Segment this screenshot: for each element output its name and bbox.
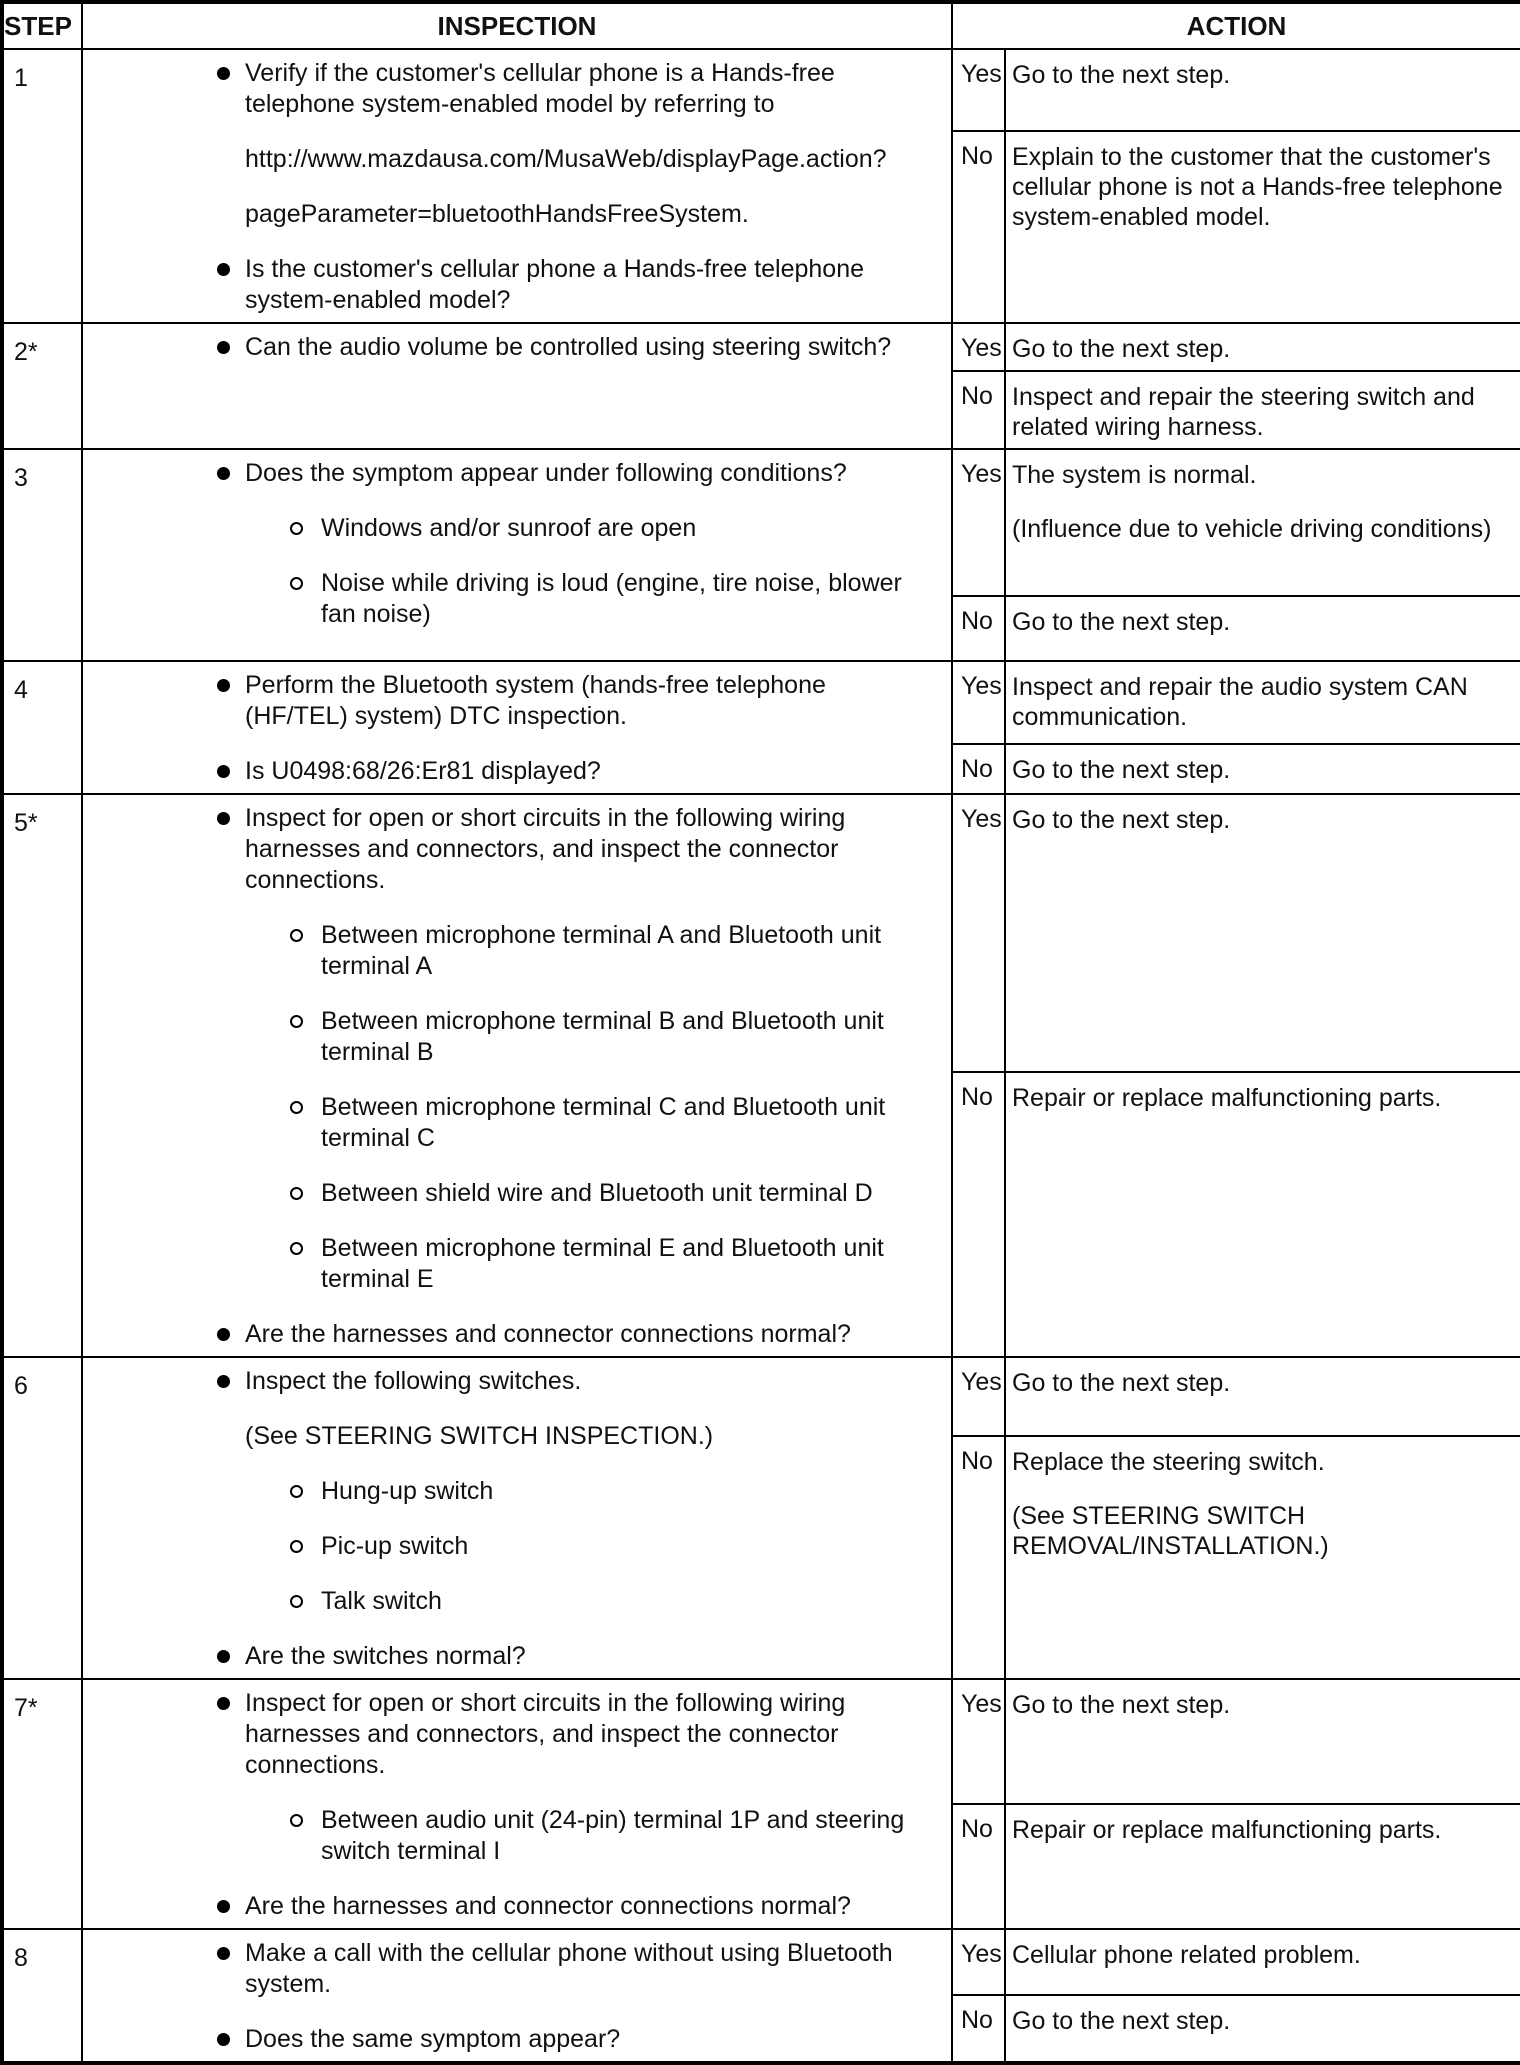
action-text: Repair or replace malfunctioning parts. bbox=[1012, 1084, 1442, 1113]
yes-action bbox=[1005, 449, 1520, 596]
bullet-item: Inspect for open or short circuits in the following wiring harnesses and connectors, and inspect the connector connections. bbox=[83, 1688, 931, 1781]
no-label: No bbox=[952, 744, 1005, 794]
action-text: Go to the next step. bbox=[1012, 335, 1231, 363]
no-action bbox=[1005, 1995, 1520, 2063]
yes-label: Yes bbox=[952, 323, 1005, 371]
step-row-yes bbox=[2, 1679, 1520, 1804]
inspection-cell bbox=[82, 49, 952, 323]
yes-action bbox=[1005, 661, 1520, 744]
no-action bbox=[1005, 744, 1520, 794]
yes-action bbox=[1005, 1679, 1520, 1804]
bullet-item: Perform the Bluetooth system (hands-free telephone (HF/TEL) system) DTC inspection. bbox=[83, 670, 931, 732]
step-row-yes bbox=[2, 1357, 1520, 1436]
inspection-cell bbox=[82, 794, 952, 1357]
sub-item: Noise while driving is loud (engine, tire noise, blower fan noise) bbox=[83, 568, 931, 630]
no-action bbox=[1005, 1804, 1520, 1929]
yes-label: Yes bbox=[952, 1357, 1005, 1436]
no-action bbox=[1005, 1436, 1520, 1679]
inspection-note: (See STEERING SWITCH INSPECTION.) bbox=[245, 1422, 714, 1450]
inspection-cell bbox=[82, 323, 952, 449]
sub-item: Windows and/or sunroof are open bbox=[83, 513, 931, 544]
no-label: No bbox=[952, 596, 1005, 661]
sub-item: Between microphone terminal C and Bluetooth unit terminal C bbox=[83, 1092, 931, 1154]
sub-item: Between audio unit (24-pin) terminal 1P and steering switch terminal I bbox=[83, 1805, 931, 1867]
inspection-cell bbox=[82, 1679, 952, 1929]
bullet-item: Make a call with the cellular phone without using Bluetooth system. bbox=[83, 1938, 931, 2000]
step-number: 4 bbox=[2, 661, 82, 794]
sub-item: Hung-up switch bbox=[83, 1476, 931, 1507]
no-action bbox=[1005, 596, 1520, 661]
step-row-yes bbox=[2, 49, 1520, 131]
bullet-item: Is the customer's cellular phone a Hands-free telephone system-enabled model? bbox=[83, 254, 931, 316]
bullet-item: Are the harnesses and connector connections normal? bbox=[83, 1891, 931, 1922]
sub-item: Between microphone terminal B and Bluetooth unit terminal B bbox=[83, 1006, 931, 1068]
step-number: 1 bbox=[2, 49, 82, 323]
no-label: No bbox=[952, 131, 1005, 323]
step-number: 7* bbox=[2, 1679, 82, 1929]
header-row bbox=[2, 2, 1520, 49]
yes-label: Yes bbox=[952, 794, 1005, 1072]
yes-action bbox=[1005, 794, 1520, 1072]
no-action bbox=[1005, 131, 1520, 323]
header-inspection: INSPECTION bbox=[82, 2, 952, 49]
action-text: Go to the next step. bbox=[1012, 1691, 1231, 1719]
yes-action bbox=[1005, 1357, 1520, 1436]
action-text: Go to the next step. bbox=[1012, 61, 1231, 89]
action-text: Replace the steering switch. bbox=[1012, 1447, 1325, 1476]
action-text: Cellular phone related problem. bbox=[1012, 1941, 1361, 1969]
step-number: 6 bbox=[2, 1357, 82, 1679]
sub-item: Talk switch bbox=[83, 1586, 931, 1617]
step-row-yes bbox=[2, 449, 1520, 596]
sub-item: Between microphone terminal A and Bluetooth unit terminal A bbox=[83, 920, 931, 982]
yes-label: Yes bbox=[952, 661, 1005, 744]
inspection-cell bbox=[82, 1357, 952, 1679]
action-text: (Influence due to vehicle driving conditions) bbox=[1012, 515, 1492, 543]
header-action: ACTION bbox=[952, 2, 1520, 49]
no-label: No bbox=[952, 1995, 1005, 2063]
action-text: Go to the next step. bbox=[1012, 1369, 1231, 1397]
bullet-item: Is U0498:68/26:Er81 displayed? bbox=[83, 756, 931, 787]
inspection-cell bbox=[82, 1929, 952, 2063]
inspection-note: pageParameter=bluetoothHandsFreeSystem. bbox=[245, 200, 749, 228]
step-row-yes bbox=[2, 323, 1520, 371]
no-action bbox=[1005, 371, 1520, 449]
step-number: 2* bbox=[2, 323, 82, 449]
sub-item: Between shield wire and Bluetooth unit terminal D bbox=[83, 1178, 931, 1209]
bullet-item: Verify if the customer's cellular phone is a Hands-free telephone system-enabled model by referring to bbox=[83, 58, 931, 120]
no-label: No bbox=[952, 1804, 1005, 1929]
header-step: STEP bbox=[2, 2, 82, 49]
step-number: 8 bbox=[2, 1929, 82, 2063]
action-text: The system is normal. bbox=[1012, 461, 1257, 489]
inspection-note: http://www.mazdausa.com/MusaWeb/displayPage.action? bbox=[245, 145, 887, 173]
yes-action bbox=[1005, 49, 1520, 131]
bullet-item: Inspect for open or short circuits in the following wiring harnesses and connectors, and inspect the connector connections. bbox=[83, 803, 931, 896]
inspection-cell bbox=[82, 661, 952, 794]
no-action bbox=[1005, 1072, 1520, 1357]
no-label: No bbox=[952, 1436, 1005, 1679]
action-text: Repair or replace malfunctioning parts. bbox=[1012, 1816, 1442, 1844]
inspection-cell bbox=[82, 449, 952, 661]
step-number: 3 bbox=[2, 449, 82, 661]
step-row-yes bbox=[2, 1929, 1520, 1995]
action-text: Go to the next step. bbox=[1012, 756, 1231, 785]
bullet-item: Are the harnesses and connector connections normal? bbox=[83, 1319, 931, 1350]
action-text: Go to the next step. bbox=[1012, 608, 1231, 637]
sub-item: Pic-up switch bbox=[83, 1531, 931, 1562]
step-row-yes bbox=[2, 661, 1520, 744]
bullet-item: Inspect the following switches. bbox=[83, 1366, 931, 1397]
step-number: 5* bbox=[2, 794, 82, 1357]
bullet-item: Does the same symptom appear? bbox=[83, 2024, 931, 2055]
yes-action bbox=[1005, 1929, 1520, 1995]
action-text: Explain to the customer that the customer's cellular phone is not a Hands-free telephone system-enabled model. bbox=[1012, 142, 1503, 231]
sub-item: Between microphone terminal E and Bluetooth unit terminal E bbox=[83, 1233, 931, 1295]
action-text: Inspect and repair the steering switch and related wiring harness. bbox=[1012, 383, 1475, 441]
step-row-yes bbox=[2, 794, 1520, 1072]
yes-action bbox=[1005, 323, 1520, 371]
no-label: No bbox=[952, 371, 1005, 449]
yes-label: Yes bbox=[952, 1929, 1005, 1995]
action-text: Inspect and repair the audio system CAN communication. bbox=[1012, 673, 1468, 731]
yes-label: Yes bbox=[952, 49, 1005, 131]
action-text: Go to the next step. bbox=[1012, 806, 1231, 834]
action-text: (See STEERING SWITCH REMOVAL/INSTALLATION.) bbox=[1012, 1501, 1329, 1560]
bullet-item: Does the symptom appear under following conditions? bbox=[83, 458, 931, 489]
bullet-item: Are the switches normal? bbox=[83, 1641, 931, 1672]
action-text: Go to the next step. bbox=[1012, 2007, 1231, 2036]
yes-label: Yes bbox=[952, 1679, 1005, 1804]
bullet-item: Can the audio volume be controlled using steering switch? bbox=[83, 332, 931, 363]
yes-label: Yes bbox=[952, 449, 1005, 596]
no-label: No bbox=[952, 1072, 1005, 1357]
